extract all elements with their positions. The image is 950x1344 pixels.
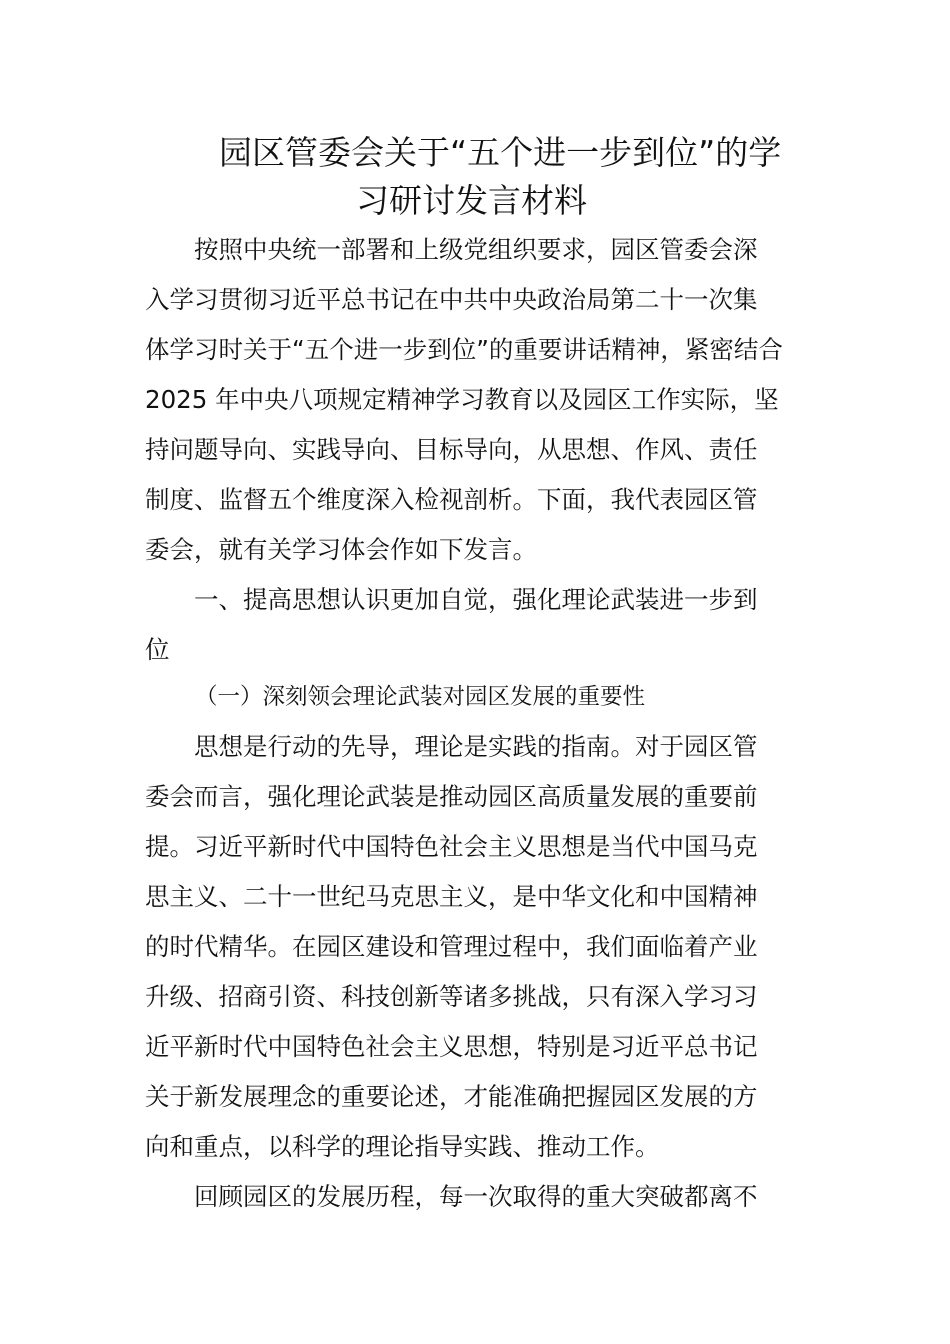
text-line: 2025 年中央八项规定精神学习教育以及园区工作实际，坚 bbox=[145, 385, 779, 414]
text-line: 委会，就有关学习体会作如下发言。 bbox=[145, 535, 537, 564]
text-line: 按照中央统一部署和上级党组织要求，园区管委会深 bbox=[145, 235, 758, 264]
document-title-line-2: 习研讨发言材料 bbox=[356, 181, 587, 220]
text-line: 思想是行动的先导，理论是实践的指南。对于园区管 bbox=[145, 732, 758, 761]
text-line: 体学习时关于“五个进一步到位”的重要讲话精神，紧密结合 bbox=[145, 335, 783, 364]
text-line: 关于新发展理念的重要论述，才能准确把握园区发展的方 bbox=[145, 1082, 758, 1111]
text-line: 升级、招商引资、科技创新等诸多挑战，只有深入学习习 bbox=[145, 982, 758, 1011]
text-line: 向和重点，以科学的理论指导实践、推动工作。 bbox=[145, 1132, 660, 1161]
text-line: 制度、监督五个维度深入检视剖析。下面，我代表园区管 bbox=[145, 485, 758, 514]
text-line: 持问题导向、实践导向、目标导向，从思想、作风、责任 bbox=[145, 435, 758, 464]
section-heading-line: 一、提高思想认识更加自觉，强化理论武装进一步到 bbox=[145, 585, 758, 614]
text-line: 委会而言，强化理论武装是推动园区高质量发展的重要前 bbox=[145, 782, 758, 811]
text-line: 思主义、二十一世纪马克思主义，是中华文化和中国精神 bbox=[145, 882, 758, 911]
text-line: 近平新时代中国特色社会主义思想，特别是习近平总书记 bbox=[145, 1032, 758, 1061]
text-line: 回顾园区的发展历程，每一次取得的重大突破都离不 bbox=[145, 1182, 758, 1211]
section-heading-line: 位 bbox=[145, 635, 170, 664]
text-line: 的时代精华。在园区建设和管理过程中，我们面临着产业 bbox=[145, 932, 758, 961]
document-title-line-1: 园区管委会关于“五个进一步到位”的学 bbox=[219, 133, 782, 172]
text-line: 提。习近平新时代中国特色社会主义思想是当代中国马克 bbox=[145, 832, 758, 861]
subsection-heading: （一）深刻领会理论武装对园区发展的重要性 bbox=[195, 684, 646, 710]
text-line: 入学习贯彻习近平总书记在中共中央政治局第二十一次集 bbox=[145, 285, 758, 314]
